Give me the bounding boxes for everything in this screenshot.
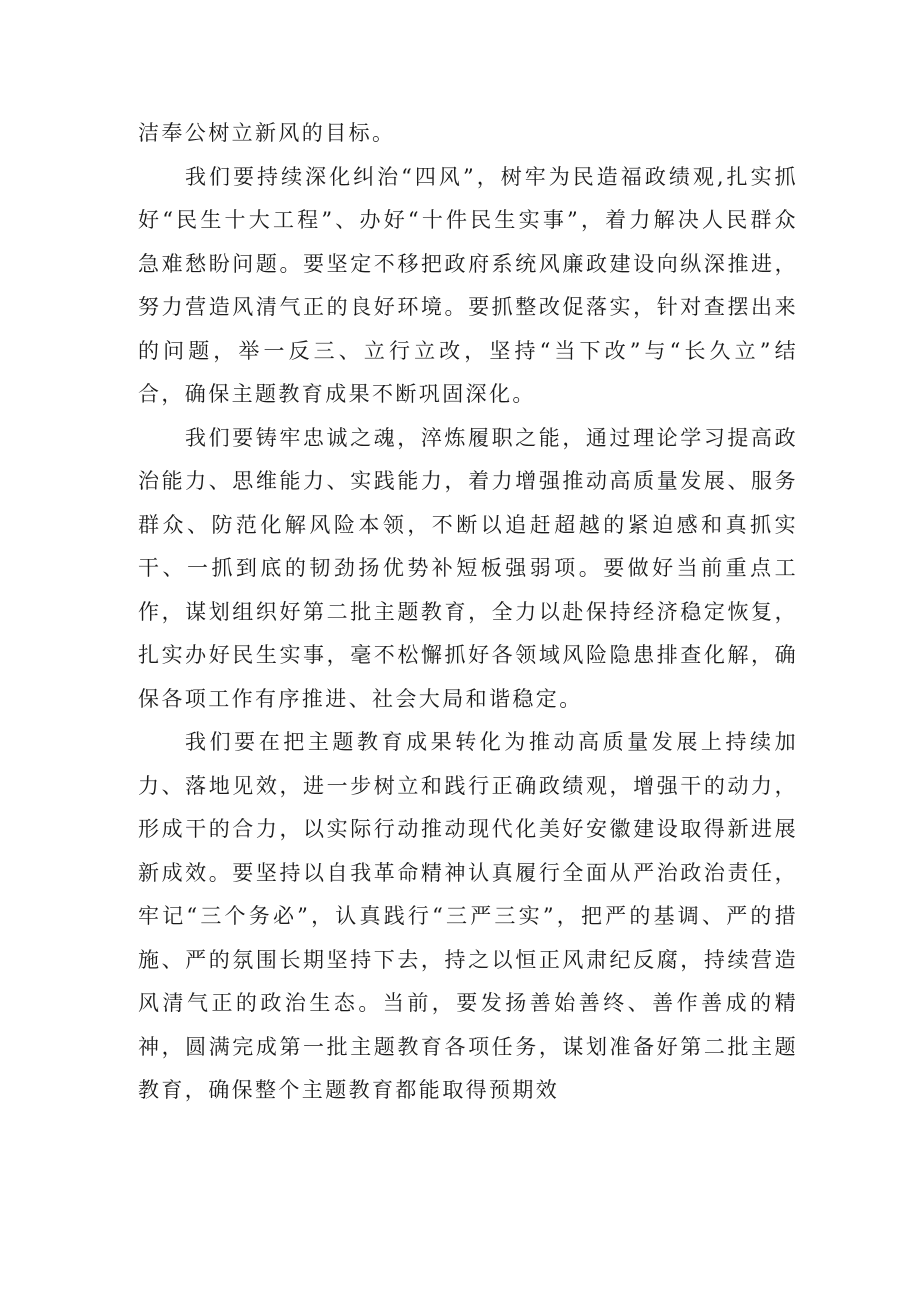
paragraph-four-winds: 我们要持续深化纠治“四风”，树牢为民造福政绩观,扎实抓好“民生十大工程”、办好“十件民生实事”，着力解决人民群众急难愁盼问题。要坚定不移把政府系统风廉政建设向纵深推进，努力营造风清气正的良好环境。要抓整改促落实，针对查摆出来的问题，举一反三、立行立改，坚持“当下改”与“长久立”结合，确保主题教育成果不断巩固深化。 [138,164,798,406]
paragraph-continuation: 洁奉公树立新风的目标。 [138,121,396,145]
paragraph-loyalty: 我们要铸牢忠诚之魂，淬炼履职之能，通过理论学习提高政治能力、思维能力、实践能力，着力增强推动高质量发展、服务群众、防范化解风险本领，不断以追赶超越的紧迫感和真抓实干、一抓到底的韧劲扬优势补短板强弱项。要做好当前重点工作，谋划组织好第二批主题教育，全力以赴保持经济稳定恢复，扎实办好民生实事，毫不松懈抓好各领域风险隐患排查化解，确保各项工作有序推进、社会大局和谐稳定。 [138,425,798,711]
document-body [138,112,798,1113]
paragraph-high-quality-development: 我们要在把主题教育成果转化为推动高质量发展上持续加力、落地见效，进一步树立和践行正确政绩观，增强干的动力，形成干的合力，以实际行动推动现代化美好安徽建设取得新进展新成效。要坚持以自我革命精神认真履行全面从严治政治责任，牢记“三个务必”，认真践行“三严三实”，把严的基调、严的措施、严的氛围长期坚持下去，持之以恒正风肃纪反腐，持续营造风清气正的政治生态。当前，要发扬善始善终、善作善成的精神，圆满完成第一批主题教育各项任务，谋划准备好第二批主题教育，确保整个主题教育都能取得预期效 [138,730,798,1102]
